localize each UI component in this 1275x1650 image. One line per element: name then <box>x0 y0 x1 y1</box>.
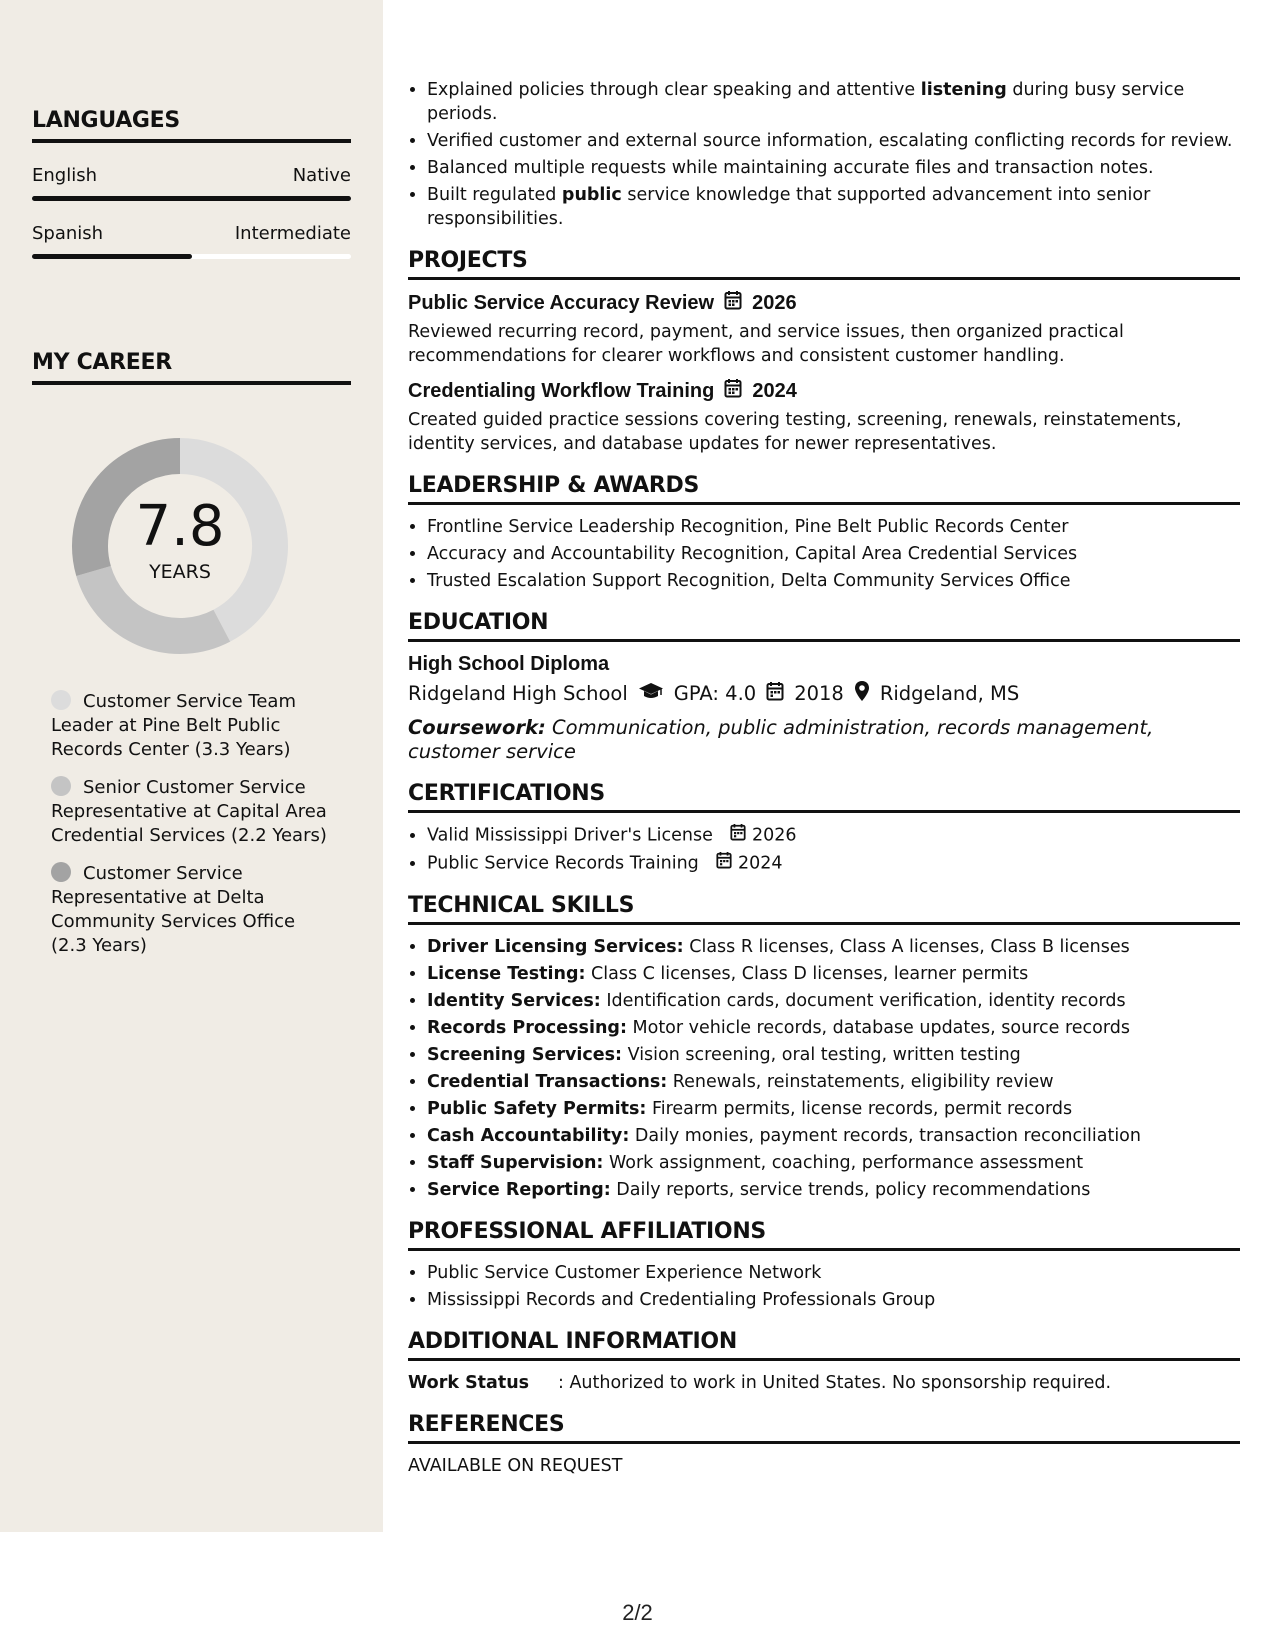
project-year: 2024 <box>752 380 797 402</box>
skill-category: Identity Services: <box>427 991 601 1011</box>
work-status-label: Work Status <box>408 1373 530 1393</box>
legend-label: Customer Service Team Leader at Pine Belt Public Records Center (3.3 Years) <box>51 691 296 760</box>
skill-values: Vision screening, oral testing, written testing <box>622 1045 1021 1065</box>
cert-name: Public Service Records Training <box>427 853 699 874</box>
bullet-text: service knowledge that supported advancement into senior responsibilities. <box>427 185 1151 229</box>
career-donut-chart <box>62 428 298 664</box>
skill-category: Driver Licensing Services: <box>427 937 684 957</box>
list-item: • Mississippi Records and Credentialing Professionals Group <box>427 1288 1240 1312</box>
list-item <box>427 1178 1240 1202</box>
skill-category: Public Safety Permits: <box>427 1099 647 1119</box>
project-item <box>408 378 1240 456</box>
skill-category: Records Processing: <box>427 1018 627 1038</box>
language-name: English <box>32 165 97 186</box>
list-item <box>427 935 1240 959</box>
skill-values: Daily monies, payment records, transaction reconciliation <box>629 1126 1141 1146</box>
language-item <box>32 165 351 201</box>
language-level: Intermediate <box>234 223 351 244</box>
list-item <box>427 78 1240 126</box>
bullet-text: Balanced multiple requests while maintaining accurate files and transaction notes. <box>427 158 1154 178</box>
skill-category: Cash Accountability: <box>427 1126 630 1146</box>
languages-heading: LANGUAGES <box>32 108 351 143</box>
language-bar <box>32 254 351 259</box>
page-number: 2/2 <box>622 1600 653 1625</box>
list-item <box>427 183 1240 231</box>
certifications-list <box>408 823 1240 876</box>
list-item: • Trusted Escalation Support Recognition, Delta Community Services Office <box>427 569 1240 593</box>
calendar-icon <box>724 378 742 404</box>
legend-dot <box>51 862 71 882</box>
project-name: Credentialing Workflow Training <box>408 380 715 402</box>
affiliations-heading: PROFESSIONAL AFFILIATIONS <box>408 1218 1240 1251</box>
language-bar-fill <box>32 254 192 259</box>
skill-category: Staff Supervision: <box>427 1153 604 1173</box>
project-description: Created guided practice sessions covering testing, screening, renewals, reinstatements, identity services, and database updates for newer representatives. <box>408 410 1182 454</box>
list-item: • Public Service Customer Experience Network <box>427 1261 1240 1285</box>
skills-heading: TECHNICAL SKILLS <box>408 892 1240 925</box>
legend-label: Customer Service Representative at Delta Community Services Office (2.3 Years) <box>51 863 296 956</box>
list-item <box>427 1151 1240 1175</box>
list-item <box>427 851 1240 876</box>
education-year: 2018 <box>794 682 844 705</box>
leadership-heading: LEADERSHIP & AWARDS <box>408 472 1240 505</box>
main-column <box>408 78 1240 1478</box>
calendar-icon <box>724 290 742 316</box>
experience-bullets <box>408 78 1240 231</box>
legend-item <box>51 690 331 762</box>
donut-center <box>62 428 298 664</box>
list-item: • Accuracy and Accountability Recognition, Capital Area Credential Services <box>427 542 1240 566</box>
education-location: Ridgeland, MS <box>879 682 1020 705</box>
calendar-icon <box>766 681 784 707</box>
bullet-text: during busy service periods. <box>427 80 1185 124</box>
list-item <box>427 1070 1240 1094</box>
work-status-value: : Authorized to work in United States. No sponsorship required. <box>558 1373 1112 1393</box>
career-total-years: 7.8 <box>135 494 225 559</box>
bullet-bold: listening <box>920 80 1007 100</box>
education-coursework <box>408 716 1240 764</box>
list-item: • Frontline Service Leadership Recognition, Pine Belt Public Records Center <box>427 515 1240 539</box>
list-item <box>427 823 1240 848</box>
references-text: AVAILABLE ON REQUEST <box>408 1456 623 1476</box>
references-heading: REFERENCES <box>408 1411 1240 1444</box>
skill-values: Renewals, reinstatements, eligibility review <box>667 1072 1054 1092</box>
project-item <box>408 290 1240 368</box>
education-heading: EDUCATION <box>408 609 1240 642</box>
calendar-icon <box>730 823 746 848</box>
legend-dot <box>51 776 71 796</box>
legend-item <box>51 862 331 958</box>
language-level: Native <box>292 165 351 186</box>
graduation-cap-icon <box>638 682 664 706</box>
education-details <box>408 680 1240 708</box>
education-school: Ridgeland High School <box>408 682 628 705</box>
coursework-label: Coursework: <box>408 716 546 739</box>
leadership-list <box>408 515 1240 593</box>
work-status-row <box>408 1371 1240 1395</box>
skill-category: License Testing: <box>427 964 586 984</box>
skill-values: Class C licenses, Class D licenses, learner permits <box>585 964 1029 984</box>
bullet-text: Explained policies through clear speaking and attentive <box>427 80 921 100</box>
language-item <box>32 223 351 259</box>
bullet-text: Built regulated <box>427 185 562 205</box>
list-item <box>427 1016 1240 1040</box>
location-pin-icon <box>854 680 870 708</box>
education-gpa: GPA: 4.0 <box>673 682 757 705</box>
legend-label: Senior Customer Service Representative at Capital Area Credential Services (2.2 Years) <box>51 777 327 846</box>
project-year: 2026 <box>752 292 797 314</box>
career-total-unit: YEARS <box>149 561 211 583</box>
legend-dot <box>51 690 71 710</box>
career-section <box>32 350 351 385</box>
skill-values: Firearm permits, license records, permit records <box>646 1099 1073 1119</box>
legend-item <box>51 776 331 848</box>
coursework-text: Communication, public administration, records management, customer service <box>408 716 1154 763</box>
languages-section <box>32 108 351 259</box>
additional-info-heading: ADDITIONAL INFORMATION <box>408 1328 1240 1361</box>
calendar-icon <box>716 851 732 876</box>
skill-values: Daily reports, service trends, policy recommendations <box>610 1180 1091 1200</box>
cert-year: 2026 <box>752 825 797 846</box>
projects-heading: PROJECTS <box>408 247 1240 280</box>
list-item <box>427 1097 1240 1121</box>
language-name: Spanish <box>32 223 104 244</box>
education-degree: High School Diploma <box>408 653 610 675</box>
affiliations-list <box>408 1261 1240 1312</box>
skill-category: Screening Services: <box>427 1045 623 1065</box>
list-item <box>427 962 1240 986</box>
skill-values: Identification cards, document verification, identity records <box>600 991 1126 1011</box>
bullet-bold: public <box>561 185 622 205</box>
language-bar-fill <box>32 196 351 201</box>
language-bar <box>32 196 351 201</box>
skills-list <box>408 935 1240 1202</box>
list-item <box>427 156 1240 180</box>
career-heading: MY CAREER <box>32 350 351 385</box>
career-legend <box>51 690 331 972</box>
bullet-text: Verified customer and external source information, escalating conflicting records for review. <box>427 131 1233 151</box>
cert-name: Valid Mississippi Driver's License <box>427 825 713 846</box>
list-item <box>427 989 1240 1013</box>
skill-category: Service Reporting: <box>427 1180 611 1200</box>
skill-values: Work assignment, coaching, performance assessment <box>603 1153 1084 1173</box>
list-item <box>427 1043 1240 1067</box>
certifications-heading: CERTIFICATIONS <box>408 780 1240 813</box>
skill-values: Class R licenses, Class A licenses, Class B licenses <box>683 937 1130 957</box>
cert-year: 2024 <box>737 853 783 874</box>
skill-values: Motor vehicle records, database updates, source records <box>626 1018 1130 1038</box>
sidebar <box>0 0 383 1532</box>
list-item <box>427 1124 1240 1148</box>
project-name: Public Service Accuracy Review <box>408 292 715 314</box>
project-description: Reviewed recurring record, payment, and service issues, then organized practical recommendations for clearer workflows and consistent customer handling. <box>408 322 1124 366</box>
list-item <box>427 129 1240 153</box>
skill-category: Credential Transactions: <box>427 1072 668 1092</box>
